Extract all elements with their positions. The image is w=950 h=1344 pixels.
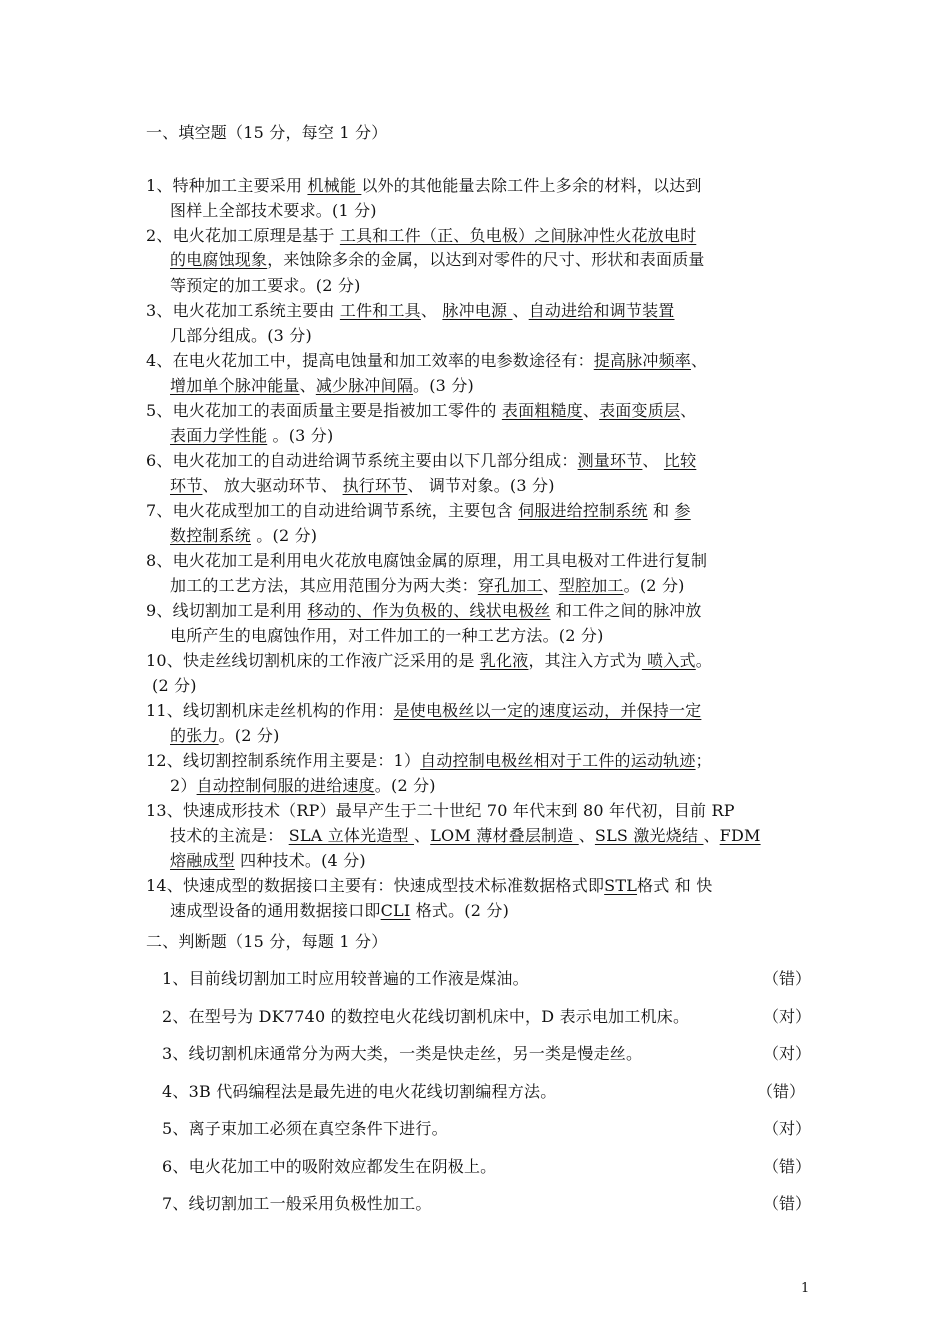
judgment-question: 2、在型号为 DK7740 的数控电火花线切割机床中，D 表示电加工机床。 bbox=[162, 1007, 690, 1026]
question-text: 9、线切割加工是利用 bbox=[146, 601, 308, 620]
question-text: 10、快走丝线切割机床的工作液广泛采用的是 bbox=[146, 651, 480, 670]
question-text: 2、电火花加工原理是基于 bbox=[146, 226, 340, 245]
question-line bbox=[146, 501, 691, 521]
answer-blank: 比较 bbox=[663, 451, 697, 470]
question-text: 。(2 分) bbox=[251, 526, 318, 545]
question-line bbox=[146, 226, 696, 246]
question-line bbox=[170, 576, 685, 596]
question-text: 、 bbox=[703, 826, 720, 845]
question-text: 。(2 分) bbox=[218, 726, 280, 745]
answer-blank: 喷入式 bbox=[641, 651, 696, 670]
question-line bbox=[170, 826, 761, 846]
question-line bbox=[170, 776, 436, 796]
question-line bbox=[170, 901, 509, 921]
judgment-answer: （对） bbox=[763, 1044, 812, 1063]
answer-blank: 表面变质层 bbox=[599, 401, 681, 420]
question-line bbox=[170, 726, 280, 746]
question-text: 1、特种加工主要采用 bbox=[146, 176, 308, 195]
question-line bbox=[146, 801, 735, 821]
question-line bbox=[170, 376, 474, 396]
question-text: ； bbox=[695, 751, 712, 770]
question-text: 加工的工艺方法，其应用范围分为两大类： bbox=[170, 576, 478, 595]
answer-blank: 自动进给和调节装置 bbox=[528, 301, 675, 320]
answer-blank: 表面粗糙度 bbox=[501, 401, 583, 420]
question-text: ，来蚀除多余的金属，以达到对零件的尺寸、形状和表面质量 bbox=[267, 250, 705, 269]
question-text: 。 bbox=[695, 651, 712, 670]
answer-blank: 是使电极丝以一定的速度运动，并保持一定 bbox=[393, 701, 702, 720]
judgment-question: 4、3B 代码编程法是最先进的电火花线切割编程方法。 bbox=[162, 1082, 557, 1101]
question-line bbox=[146, 551, 707, 571]
question-text: 3、电火花加工系统主要由 bbox=[146, 301, 340, 320]
question-text: 四种技术。(4 分) bbox=[234, 851, 366, 870]
page-number: 1 bbox=[801, 1281, 810, 1296]
question-text: 和 bbox=[647, 501, 675, 520]
question-line bbox=[146, 751, 712, 771]
question-text: 、 bbox=[420, 301, 443, 320]
answer-blank: 的张力 bbox=[170, 726, 219, 745]
answer-blank: FDM bbox=[719, 826, 761, 845]
question-text: 、 bbox=[542, 576, 559, 595]
question-text: 7、电火花成型加工的自动进给调节系统，主要包含 bbox=[146, 501, 519, 520]
question-text: 、 bbox=[578, 826, 595, 845]
answer-blank: 自动控制电极丝相对于工件的运动轨迹 bbox=[420, 751, 696, 770]
section2-heading: 二、判断题（15 分，每题 1 分） bbox=[146, 932, 388, 951]
question-line bbox=[146, 301, 675, 321]
judgment-answer: （错） bbox=[763, 969, 812, 988]
question-line bbox=[146, 451, 696, 471]
question-text: 、 bbox=[642, 451, 664, 470]
question-text: 、 bbox=[582, 401, 600, 420]
question-text: ，其注入方式为 bbox=[528, 651, 642, 670]
question-line bbox=[146, 351, 707, 371]
answer-blank: SLS 激光烧结 bbox=[594, 826, 704, 845]
judgment-answer: （错） bbox=[763, 1194, 812, 1213]
question-line bbox=[170, 626, 604, 646]
question-line bbox=[170, 276, 361, 296]
judgment-question: 1、目前线切割加工时应用较普遍的工作液是煤油。 bbox=[162, 969, 529, 988]
question-text: 、 bbox=[680, 401, 697, 420]
question-text: 14、快速成型的数据接口主要有：快速成型技术标准数据格式即 bbox=[146, 876, 605, 895]
judgment-question: 5、离子束加工必须在真空条件下进行。 bbox=[162, 1119, 448, 1138]
judgment-answer: （对） bbox=[763, 1119, 812, 1138]
question-line bbox=[146, 701, 701, 721]
question-line bbox=[170, 201, 377, 221]
judgment-question: 6、电火花加工中的吸附效应都发生在阴极上。 bbox=[162, 1157, 497, 1176]
answer-blank: 的电腐蚀现象 bbox=[170, 250, 268, 269]
question-text: 技术的主流是： bbox=[170, 826, 289, 845]
answer-blank: 穿孔加工 bbox=[477, 576, 543, 595]
answer-blank: 数控制系统 bbox=[170, 526, 252, 545]
question-text: 、 bbox=[299, 376, 316, 395]
answer-blank: 减少脉冲间隔 bbox=[315, 376, 414, 395]
answer-blank: 型腔加工 bbox=[558, 576, 624, 595]
question-text: 。(2 分) bbox=[623, 576, 685, 595]
question-text: 和工件之间的脉冲放 bbox=[550, 601, 702, 620]
question-line bbox=[146, 876, 712, 896]
question-text: 11、线切割机床走丝机构的作用： bbox=[146, 701, 394, 720]
question-text: (2 分) bbox=[152, 676, 197, 695]
answer-blank: 执行环节 bbox=[342, 476, 408, 495]
question-line bbox=[170, 426, 333, 446]
question-text: 4、在电火花加工中，提高电蚀量和加工效率的电参数途径有： bbox=[146, 351, 594, 370]
question-text: 6、电火花加工的自动进给调节系统主要由以下几部分组成： bbox=[146, 451, 578, 470]
answer-blank: 环节 bbox=[170, 476, 203, 495]
answer-blank: 增加单个脉冲能量 bbox=[170, 376, 300, 395]
question-line bbox=[170, 851, 366, 871]
answer-blank: 脉冲电源 bbox=[442, 301, 513, 320]
question-line bbox=[146, 651, 712, 671]
question-text: 2） bbox=[170, 776, 197, 795]
question-text: 、 bbox=[512, 301, 529, 320]
answer-blank: 提高脉冲频率 bbox=[593, 351, 691, 370]
answer-blank: 参 bbox=[674, 501, 691, 520]
question-text: 、 放大驱动环节、 bbox=[202, 476, 343, 495]
answer-blank: 工具和工件（正、负电极）之间脉冲性火花放电时 bbox=[339, 226, 697, 245]
question-text: 。(2 分) bbox=[374, 776, 436, 795]
section1-heading: 一、填空题（15 分，每空 1 分） bbox=[146, 123, 388, 142]
question-text: 13、快速成形技术（RP）最早产生于二十世纪 70 年代末到 80 年代初，目前 RP bbox=[146, 801, 735, 820]
question-line bbox=[152, 676, 197, 696]
answer-blank: 自动控制伺服的进给速度 bbox=[196, 776, 375, 795]
answer-blank: STL bbox=[604, 876, 638, 895]
judgment-answer: （错） bbox=[763, 1157, 812, 1176]
question-text: 、 bbox=[414, 826, 431, 845]
question-line bbox=[170, 326, 312, 346]
question-text: 、 bbox=[690, 351, 708, 370]
answer-blank: 测量环节 bbox=[577, 451, 643, 470]
question-text: 。(3 分) bbox=[267, 426, 334, 445]
question-text: 、 调节对象。(3 分) bbox=[407, 476, 555, 495]
answer-blank: SLA 立体光造型 bbox=[288, 826, 415, 845]
question-line bbox=[146, 601, 702, 621]
question-text: 格式。(2 分) bbox=[410, 901, 510, 920]
answer-blank: 机械能 bbox=[307, 176, 362, 195]
question-text: 电所产生的电腐蚀作用，对工件加工的一种工艺方法。(2 分) bbox=[170, 626, 604, 645]
question-text: 以外的其他能量去除工件上多余的材料，以达到 bbox=[361, 176, 702, 195]
question-text: 12、线切割控制系统作用主要是：1） bbox=[146, 751, 421, 770]
judgment-answer: （对） bbox=[763, 1007, 812, 1026]
question-text: 速成型设备的通用数据接口即 bbox=[170, 901, 381, 920]
question-line bbox=[146, 176, 702, 196]
answer-blank: 熔融成型 bbox=[170, 851, 235, 870]
question-text: 格式 和 快 bbox=[637, 876, 713, 895]
answer-blank: CLI bbox=[380, 901, 411, 920]
answer-blank: LOM 薄材叠层制造 bbox=[430, 826, 579, 845]
answer-blank: 表面力学性能 bbox=[170, 426, 268, 445]
question-line bbox=[170, 476, 555, 496]
answer-blank: 工件和工具 bbox=[339, 301, 421, 320]
question-text: 等预定的加工要求。(2 分) bbox=[170, 276, 361, 295]
question-text: 。(3 分) bbox=[413, 376, 474, 395]
question-line bbox=[170, 250, 705, 270]
answer-blank: 乳化液 bbox=[479, 651, 529, 670]
question-line bbox=[170, 526, 317, 546]
question-text: 8、电火花加工是利用电火花放电腐蚀金属的原理，用工具电极对工件进行复制 bbox=[146, 551, 708, 570]
question-text: 图样上全部技术要求。(1 分) bbox=[170, 201, 377, 220]
judgment-answer: （错） bbox=[757, 1082, 806, 1101]
question-text: 几部分组成。(3 分) bbox=[170, 326, 312, 345]
judgment-question: 7、线切割加工一般采用负极性加工。 bbox=[162, 1194, 432, 1213]
judgment-question: 3、线切割机床通常分为两大类，一类是快走丝，另一类是慢走丝。 bbox=[162, 1044, 643, 1063]
question-line bbox=[146, 401, 696, 421]
answer-blank: 伺服进给控制系统 bbox=[518, 501, 648, 520]
question-text: 5、电火花加工的表面质量主要是指被加工零件的 bbox=[146, 401, 502, 420]
answer-blank: 移动的、作为负极的、线状电极丝 bbox=[307, 601, 551, 620]
